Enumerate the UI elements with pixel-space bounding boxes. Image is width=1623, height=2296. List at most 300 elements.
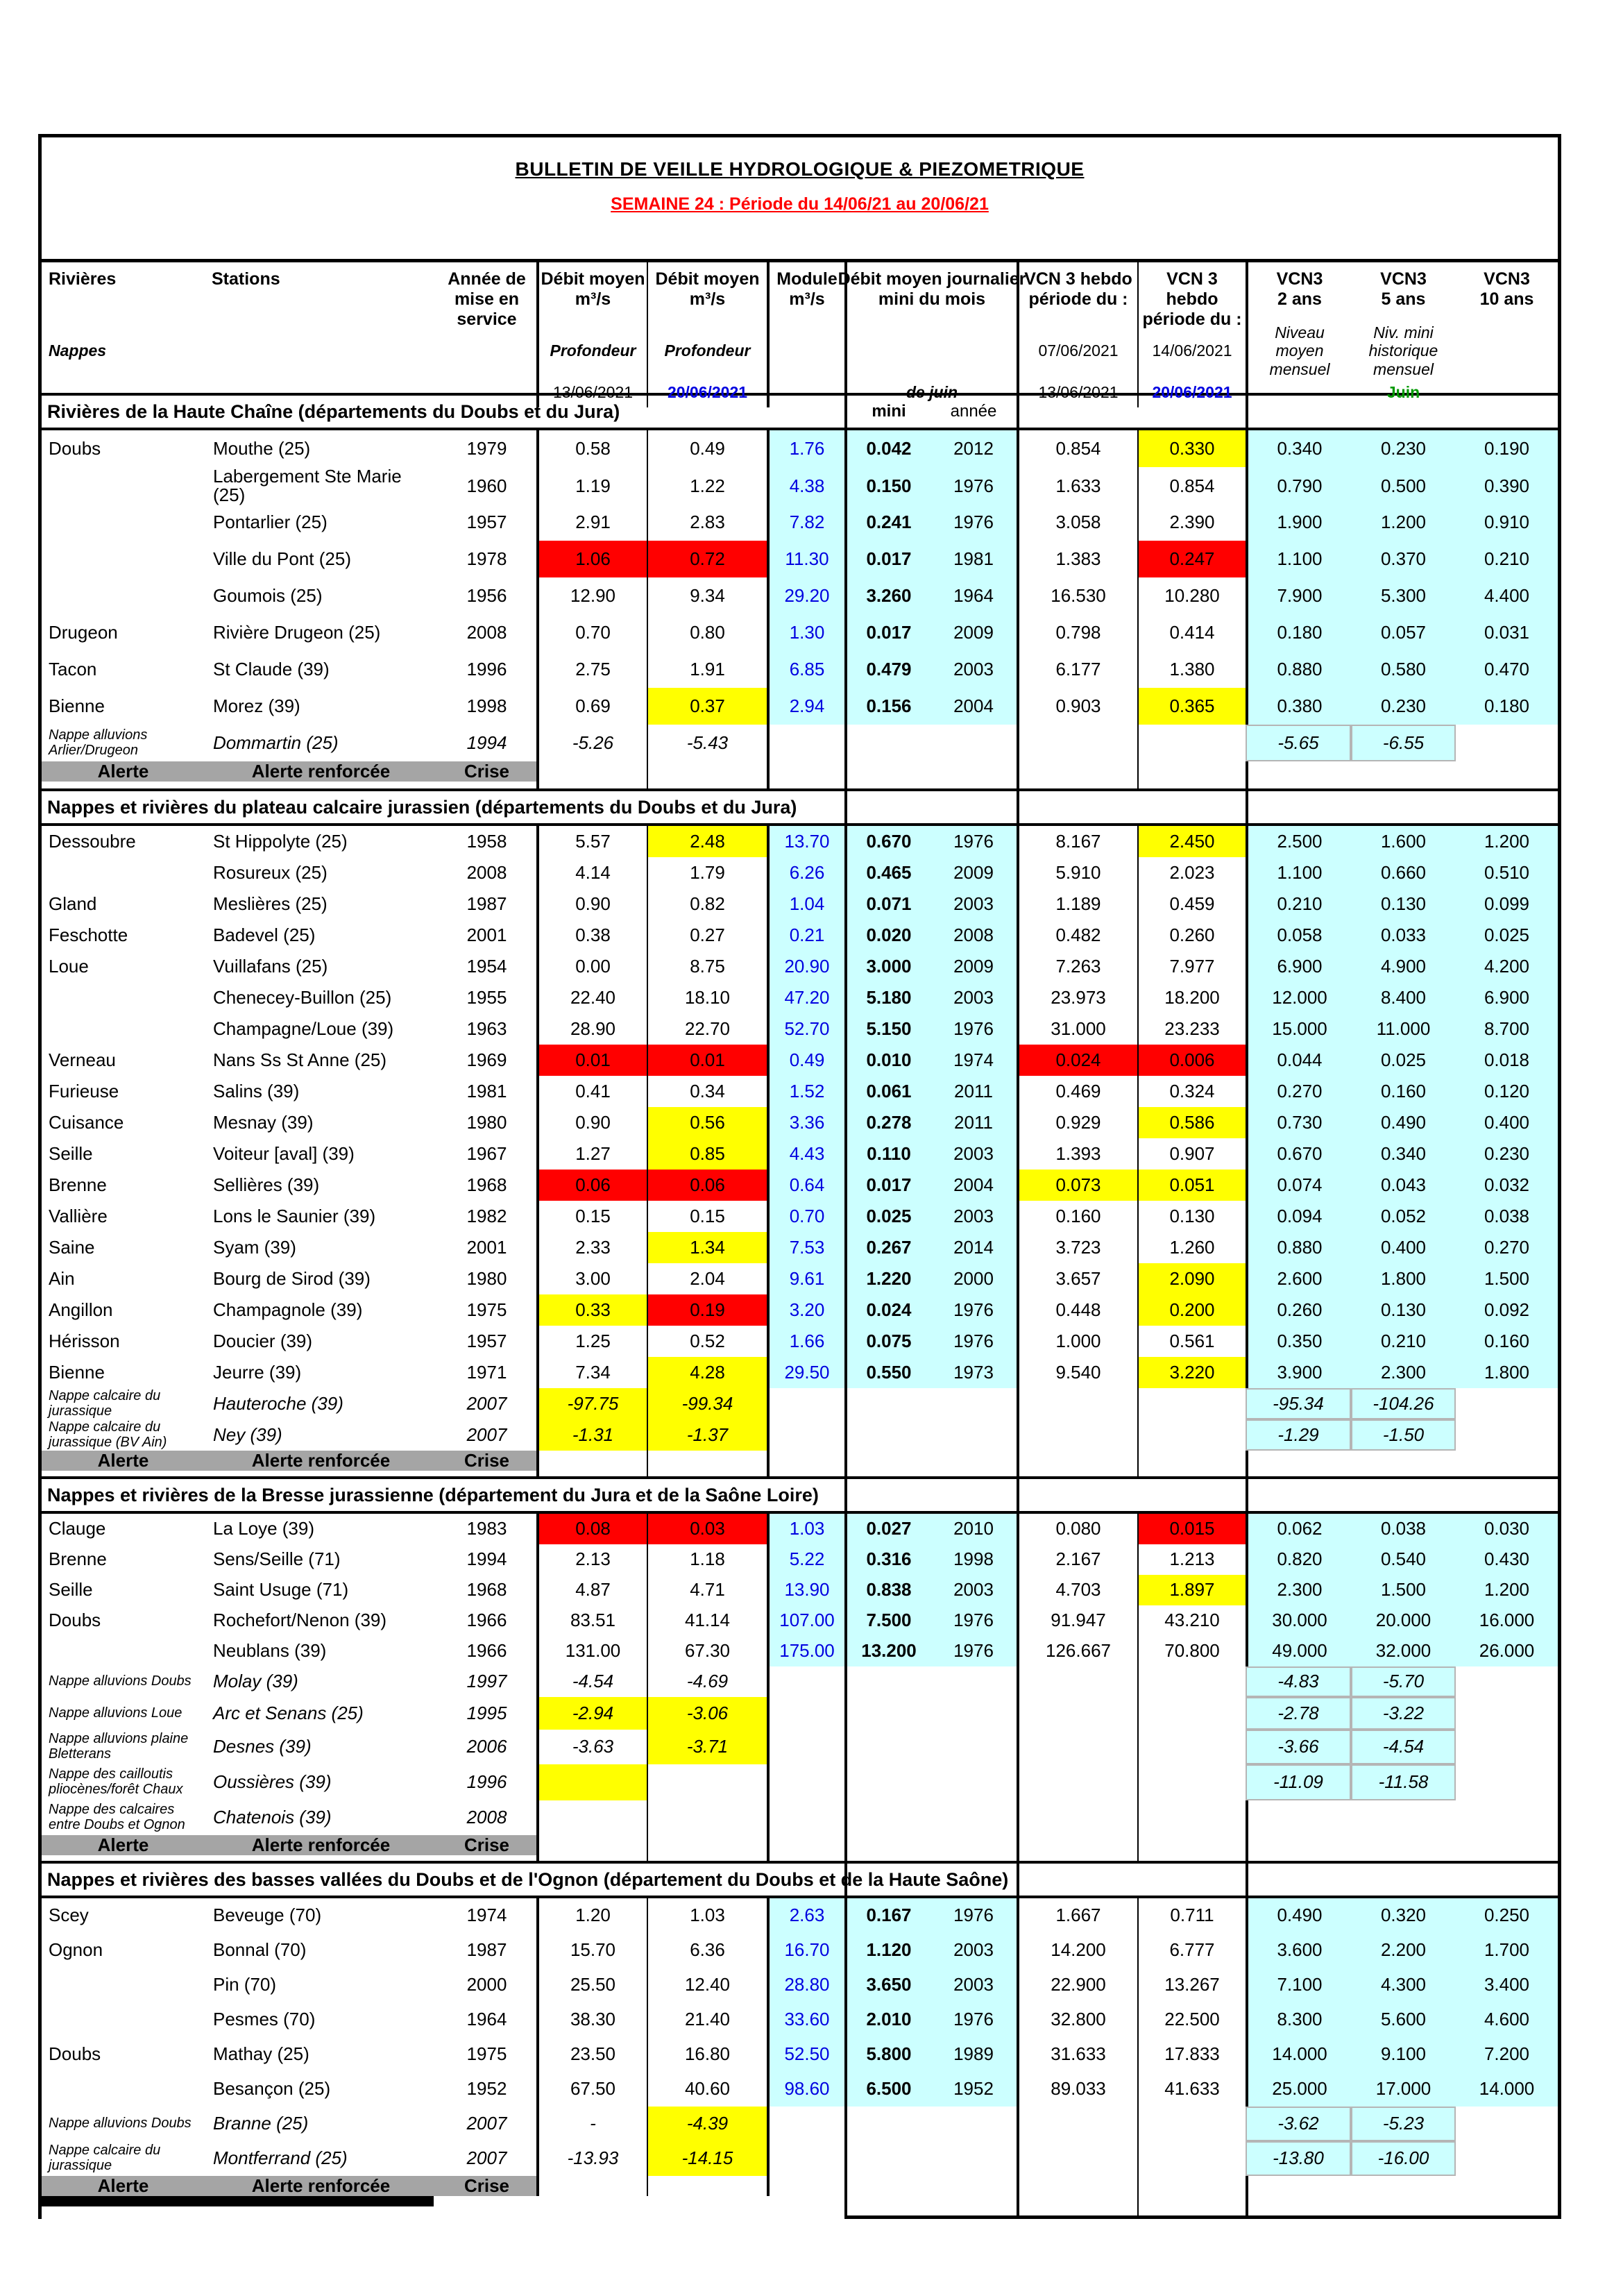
table-row: [42, 1326, 1558, 1357]
cell-r: Brenne: [49, 1174, 107, 1195]
cell-a2: -3.66: [1246, 1730, 1351, 1764]
legend-spacer: [1137, 1835, 1246, 1855]
cell-y: 1954: [466, 955, 507, 977]
gap-spacer: [931, 1471, 1017, 1476]
legend-spacer: [1246, 1835, 1351, 1855]
cell-d1: 0.33: [536, 1294, 647, 1326]
table-row: [42, 430, 1558, 467]
cell-a2: -3.62: [1246, 2107, 1351, 2141]
header-debit-moyen-2: Débit moyen m³/s Profondeur 20/06/2021: [647, 262, 767, 407]
cell-m: 5.22: [767, 1544, 844, 1575]
cell-a10: 0.180: [1456, 688, 1558, 725]
cell-m: 2.94: [767, 688, 844, 725]
cell-m: 6.26: [767, 857, 844, 888]
gap-spacer: [1456, 1471, 1558, 1476]
cell-v2: 22.500: [1137, 2002, 1246, 2037]
cell-v1: 1.633: [1017, 467, 1137, 505]
cell-m: 0.49: [767, 1045, 844, 1076]
cell-v2: 70.800: [1137, 1636, 1246, 1666]
cell-mn: 0.025: [844, 1201, 931, 1232]
cell-s: Champagne/Loue (39): [213, 1018, 394, 1039]
cell-r: Nappe calcaire du jurassique: [49, 2143, 161, 2173]
cell-a5: -16.00: [1351, 2141, 1456, 2176]
gap-spacer: [844, 1471, 931, 1476]
cell-v2: 2.090: [1137, 1263, 1246, 1294]
band-mini-label: [844, 791, 931, 823]
cell-v2: 0.330: [1137, 430, 1246, 467]
cell-s: Beveuge (70): [213, 1905, 322, 1926]
cell-mn: [844, 1764, 931, 1800]
spacer: [931, 2206, 1017, 2219]
cell-v1: 7.263: [1017, 951, 1137, 982]
header-debit-moyen-1: Débit moyen m³/s Profondeur 13/06/2021: [536, 262, 647, 407]
cell-a5: 4.900: [1351, 951, 1456, 982]
gap-spacer: [42, 1855, 205, 1861]
cell-y: 1974: [466, 1905, 507, 1926]
gap-spacer: [1351, 1855, 1456, 1861]
cell-a10: [1456, 1697, 1558, 1730]
cell-a2: 49.000: [1246, 1636, 1351, 1666]
cell-an: 2003: [931, 1138, 1017, 1170]
cell-y: 2008: [466, 861, 507, 883]
cell-v2: 18.200: [1137, 982, 1246, 1013]
cell-r: Nappe des calcaires entre Doubs et Ognon: [49, 1802, 185, 1832]
header-niveau-moyen: Niveau moyen mensuel: [1269, 323, 1330, 378]
cell-m: [767, 1697, 844, 1730]
cell-m: [767, 725, 844, 761]
table-row: [42, 2037, 1558, 2072]
cell-mn: [844, 1730, 931, 1764]
gap-spacer: [1137, 782, 1246, 788]
cell-mn: 0.670: [844, 826, 931, 857]
table-row: [42, 888, 1558, 920]
band-mini-label: mini: [844, 396, 931, 428]
legend-alerte-renforcee: Alerte renforcée: [205, 2176, 437, 2196]
cell-m: 33.60: [767, 2002, 844, 2037]
cell-d1: 2.75: [536, 651, 647, 688]
cell-a5: [1351, 1800, 1456, 1835]
cell-a2: 2.600: [1246, 1263, 1351, 1294]
cell-v2: 1.380: [1137, 651, 1246, 688]
gap-spacer: [647, 1471, 767, 1476]
cell-m: 2.63: [767, 1898, 844, 1933]
gap-spacer: [647, 1855, 767, 1861]
cell-mn: 0.027: [844, 1514, 931, 1544]
cell-a10: 0.270: [1456, 1232, 1558, 1263]
cell-y: 2007: [466, 1392, 507, 1414]
cell-d2: 9.34: [647, 577, 767, 614]
cell-v1: 22.900: [1017, 1968, 1137, 2002]
gap-spacer: [767, 782, 844, 788]
gap-spacer: [1017, 782, 1137, 788]
cell-an: 2004: [931, 688, 1017, 725]
cell-a5: -5.23: [1351, 2107, 1456, 2141]
table-row: [42, 1201, 1558, 1232]
cell-v1: [1017, 1697, 1137, 1730]
header-month-juin: Juin: [1386, 383, 1420, 402]
cell-mn: 0.241: [844, 504, 931, 541]
gap-spacer: [647, 782, 767, 788]
table-row: [42, 504, 1558, 541]
cell-a10: 14.000: [1456, 2072, 1558, 2107]
cell-a10: 16.000: [1456, 1605, 1558, 1636]
cell-y: 1952: [466, 2078, 507, 2100]
cell-mn: 5.180: [844, 982, 931, 1013]
table-row: [42, 1697, 1558, 1730]
cell-d2: 0.01: [647, 1045, 767, 1076]
cell-d2: 0.52: [647, 1326, 767, 1357]
cell-m: [767, 1730, 844, 1764]
cell-d2: 0.56: [647, 1107, 767, 1138]
cell-mn: 0.278: [844, 1107, 931, 1138]
cell-v1: [1017, 1388, 1137, 1419]
cell-an: 2009: [931, 614, 1017, 651]
bottom-bar-row: [42, 2196, 1558, 2206]
cell-y: 1966: [466, 1610, 507, 1631]
legend-spacer: [1351, 761, 1456, 782]
cell-d1: 2.13: [536, 1544, 647, 1575]
gap-spacer: [42, 1471, 205, 1476]
cell-y: 1987: [466, 893, 507, 914]
cell-a2: -95.34: [1246, 1388, 1351, 1419]
cell-r: Ain: [49, 1267, 75, 1289]
cell-r: Nappe alluvions Doubs: [49, 1673, 192, 1689]
cell-s: Voiteur [aval] (39): [213, 1142, 355, 1164]
cell-s: Vuillafans (25): [213, 955, 328, 977]
cell-a10: 0.190: [1456, 430, 1558, 467]
legend-spacer: [931, 761, 1017, 782]
cell-a5: 0.038: [1351, 1514, 1456, 1544]
cell-s: Chenecey-Buillon (25): [213, 986, 392, 1008]
cell-an: 2010: [931, 1514, 1017, 1544]
cell-r: Feschotte: [49, 924, 128, 945]
cell-mn: 0.071: [844, 888, 931, 920]
cell-r: [42, 467, 205, 505]
legend-spacer: [536, 1451, 647, 1471]
cell-d1: 0.90: [536, 1107, 647, 1138]
cell-mn: 5.800: [844, 2037, 931, 2072]
header-annee-service: [437, 262, 536, 407]
table-row: [42, 1544, 1558, 1575]
cell-mn: [844, 725, 931, 761]
cell-s: Pesmes (70): [213, 2009, 316, 2030]
cell-m: [767, 1419, 844, 1451]
cell-d2: 0.15: [647, 1201, 767, 1232]
cell-d1: 1.20: [536, 1898, 647, 1933]
cell-v2: 1.897: [1137, 1575, 1246, 1605]
gap-spacer: [536, 1855, 647, 1861]
table-row: [42, 2072, 1558, 2107]
table-row: [42, 1636, 1558, 1666]
cell-r: Brenne: [49, 1548, 107, 1570]
cell-d2: -3.71: [647, 1730, 767, 1764]
legend-spacer: [647, 1835, 767, 1855]
cell-m: 0.64: [767, 1170, 844, 1201]
table-row: [42, 1294, 1558, 1326]
cell-a10: 0.092: [1456, 1294, 1558, 1326]
cell-s: Rosureux (25): [213, 861, 328, 883]
cell-v2: 3.220: [1137, 1357, 1246, 1388]
cell-mn: [844, 1800, 931, 1835]
cell-a10: 0.038: [1456, 1201, 1558, 1232]
cell-a5: 0.500: [1351, 467, 1456, 505]
cell-v1: 0.160: [1017, 1201, 1137, 1232]
cell-a5: 9.100: [1351, 2037, 1456, 2072]
cell-v2: [1137, 1764, 1246, 1800]
cell-r: Nappe alluvions plaine Bletterans: [49, 1731, 189, 1762]
cell-d1: 38.30: [536, 2002, 647, 2037]
table-row: [42, 1575, 1558, 1605]
cell-v1: 23.973: [1017, 982, 1137, 1013]
cell-a2: 0.340: [1246, 430, 1351, 467]
cell-a5: 2.200: [1351, 1933, 1456, 1968]
cell-y: 2007: [466, 2147, 507, 2169]
header-profondeur-2: Profondeur: [664, 341, 751, 360]
cell-s: Champagnole (39): [213, 1299, 363, 1320]
legend-spacer: [1456, 2176, 1558, 2196]
cell-an: 1976: [931, 467, 1017, 505]
gap-spacer: [437, 782, 536, 788]
cell-a2: 7.900: [1246, 577, 1351, 614]
cell-a10: [1456, 1666, 1558, 1697]
cell-m: 52.70: [767, 1013, 844, 1045]
legend-spacer: [767, 1451, 844, 1471]
cell-y: 1994: [466, 732, 507, 753]
legend-spacer: [1351, 1835, 1456, 1855]
cell-an: 2003: [931, 1933, 1017, 1968]
cell-a5: 5.600: [1351, 2002, 1456, 2037]
cell-v1: 9.540: [1017, 1357, 1137, 1388]
cell-d1: 4.87: [536, 1575, 647, 1605]
cell-d2: 8.75: [647, 951, 767, 982]
cell-v1: 1.000: [1017, 1326, 1137, 1357]
band-spacer: [1137, 396, 1246, 428]
band-spacer: [1246, 791, 1351, 823]
cell-m: 11.30: [767, 541, 844, 577]
cell-y: 1957: [466, 511, 507, 532]
gap-spacer: [1246, 1471, 1351, 1476]
legend-spacer: [844, 2176, 931, 2196]
cell-v2: 0.247: [1137, 541, 1246, 577]
table-row: [42, 857, 1558, 888]
cell-y: 1964: [466, 2009, 507, 2030]
spacer: [42, 2206, 205, 2219]
cell-mn: 0.110: [844, 1138, 931, 1170]
cell-mn: 3.000: [844, 951, 931, 982]
cell-d1: 28.90: [536, 1013, 647, 1045]
table-row: [42, 2141, 1558, 2176]
cell-mn: 6.500: [844, 2072, 931, 2107]
table-row: [42, 1605, 1558, 1636]
cell-v1: 1.393: [1017, 1138, 1137, 1170]
cell-d1: -13.93: [536, 2141, 647, 2176]
header-vcn-hebdo2-date2: 20/06/2021: [1152, 383, 1232, 402]
cell-a10: 7.200: [1456, 2037, 1558, 2072]
cell-d1: 0.69: [536, 688, 647, 725]
cell-d1: 7.34: [536, 1357, 647, 1388]
cell-r: Nappe calcaire du jurassique: [49, 1387, 161, 1419]
cell-s: Rochefort/Nenon (39): [213, 1610, 387, 1631]
cell-d1: 12.90: [536, 577, 647, 614]
cell-r: Nappe alluvions Loue: [49, 1705, 182, 1721]
cell-mn: 0.017: [844, 1170, 931, 1201]
band-annee-label: [931, 791, 1017, 823]
cell-d2: 1.03: [647, 1898, 767, 1933]
cell-s: Bonnal (70): [213, 1939, 307, 1961]
legend-row: [42, 1451, 1558, 1471]
bottom-bar-holder: [42, 2196, 205, 2206]
cell-a5: 1.500: [1351, 1575, 1456, 1605]
gap-spacer: [42, 782, 205, 788]
cell-r: Gland: [49, 893, 97, 914]
spacer: [205, 2206, 437, 2219]
band-spacer: [1137, 1864, 1246, 1896]
cell-a10: 0.510: [1456, 857, 1558, 888]
section-header-band: [42, 1861, 1558, 1898]
cell-v1: 2.167: [1017, 1544, 1137, 1575]
cell-y: 1982: [466, 1205, 507, 1226]
cell-an: 2009: [931, 857, 1017, 888]
cell-d1: -: [536, 2107, 647, 2141]
cell-an: 1976: [931, 826, 1017, 857]
cell-a2: 0.880: [1246, 1232, 1351, 1263]
cell-d1: -3.63: [536, 1730, 647, 1764]
cell-d1: 15.70: [536, 1933, 647, 1968]
cell-a2: 0.820: [1246, 1544, 1351, 1575]
cell-a2: 0.790: [1246, 467, 1351, 505]
cell-v1: [1017, 1764, 1137, 1800]
legend-spacer: [1456, 761, 1558, 782]
cell-an: [931, 2107, 1017, 2141]
cell-y: 1998: [466, 695, 507, 716]
cell-d1: 0.41: [536, 1076, 647, 1107]
legend-spacer: [1137, 761, 1246, 782]
cell-mn: 5.150: [844, 1013, 931, 1045]
cell-mn: 0.017: [844, 541, 931, 577]
cell-a10: [1456, 1388, 1558, 1419]
cell-m: 107.00: [767, 1605, 844, 1636]
cell-d2: 2.48: [647, 826, 767, 857]
cell-m: 28.80: [767, 1968, 844, 2002]
legend-spacer: [844, 1451, 931, 1471]
gap-spacer: [1137, 1855, 1246, 1861]
cell-d1: [536, 1800, 647, 1835]
cell-v1: 0.929: [1017, 1107, 1137, 1138]
cell-d1: 131.00: [536, 1636, 647, 1666]
legend-spacer: [1017, 1835, 1137, 1855]
bottom-tail-row: [42, 2206, 1558, 2219]
cell-y: 1975: [466, 2043, 507, 2065]
section-title: Nappes et rivières des basses vallées du Doubs et de l'Ognon (département du Doubs et de la Haute Saône): [47, 1868, 1009, 1890]
band-spacer: [1456, 791, 1558, 823]
cell-an: 1976: [931, 1605, 1017, 1636]
cell-v1: 4.703: [1017, 1575, 1137, 1605]
cell-m: 16.70: [767, 1933, 844, 1968]
cell-d1: 2.33: [536, 1232, 647, 1263]
spacer: [767, 2196, 844, 2206]
cell-d2: 0.27: [647, 920, 767, 951]
cell-r: Loue: [49, 955, 89, 977]
section-gap: [42, 1855, 1558, 1861]
cell-d1: 1.25: [536, 1326, 647, 1357]
cell-r: Seille: [49, 1142, 93, 1164]
cell-d1: 0.00: [536, 951, 647, 982]
cell-s: Meslières (25): [213, 893, 328, 914]
header-date-2: 20/06/2021: [667, 383, 748, 402]
cell-s: Salins (39): [213, 1080, 300, 1101]
band-spacer: [1351, 396, 1456, 428]
cell-a10: 26.000: [1456, 1636, 1558, 1666]
table-row: [42, 1045, 1558, 1076]
cell-m: 1.30: [767, 614, 844, 651]
cell-d2: [647, 1764, 767, 1800]
cell-a2: 0.180: [1246, 614, 1351, 651]
cell-a5: 11.000: [1351, 1013, 1456, 1045]
cell-a10: 3.400: [1456, 1968, 1558, 2002]
cell-an: 2003: [931, 1575, 1017, 1605]
cell-v1: 1.189: [1017, 888, 1137, 920]
cell-an: 1974: [931, 1045, 1017, 1076]
cell-s: Doucier (39): [213, 1330, 313, 1351]
cell-s: Hauteroche (39): [213, 1392, 343, 1414]
cell-y: 1997: [466, 1671, 507, 1692]
cell-d2: -14.15: [647, 2141, 767, 2176]
gap-spacer: [205, 1471, 437, 1476]
cell-a5: 20.000: [1351, 1605, 1456, 1636]
cell-v2: 43.210: [1137, 1605, 1246, 1636]
cell-mn: 2.010: [844, 2002, 931, 2037]
cell-d1: -97.75: [536, 1388, 647, 1419]
band-spacer: [1246, 396, 1351, 428]
cell-a10: [1456, 1730, 1558, 1764]
legend-spacer: [1246, 1451, 1351, 1471]
cell-m: 9.61: [767, 1263, 844, 1294]
cell-m: 0.70: [767, 1201, 844, 1232]
cell-r: Saine: [49, 1236, 95, 1258]
legend-alerte: Alerte: [42, 761, 205, 782]
cell-r: Drugeon: [49, 621, 118, 643]
spacer: [1246, 2196, 1351, 2206]
spacer: [1351, 2206, 1456, 2219]
cell-y: 2007: [466, 2113, 507, 2134]
cell-a2: 1.100: [1246, 857, 1351, 888]
cell-v2: 0.586: [1137, 1107, 1246, 1138]
cell-an: 2003: [931, 651, 1017, 688]
cell-d2: 4.28: [647, 1357, 767, 1388]
spacer: [647, 2206, 767, 2219]
cell-v2: 13.267: [1137, 1968, 1246, 2002]
cell-a2: 0.062: [1246, 1514, 1351, 1544]
cell-d2: 0.72: [647, 541, 767, 577]
spacer: [1456, 2206, 1558, 2219]
table-row: [42, 467, 1558, 504]
spacer: [536, 2196, 647, 2206]
cell-v2: 0.200: [1137, 1294, 1246, 1326]
table-row: [42, 1968, 1558, 2002]
cell-a2: 0.094: [1246, 1201, 1351, 1232]
cell-an: 2003: [931, 888, 1017, 920]
cell-a2: 3.600: [1246, 1933, 1351, 1968]
cell-mn: 0.061: [844, 1076, 931, 1107]
cell-a2: 8.300: [1246, 2002, 1351, 2037]
spacer: [647, 2196, 767, 2206]
cell-r: [42, 857, 205, 888]
cell-s: Arc et Senans (25): [213, 1702, 364, 1723]
cell-v2: [1137, 1730, 1246, 1764]
cell-v2: [1137, 1697, 1246, 1730]
gap-spacer: [205, 1855, 437, 1861]
bulletin-title: BULLETIN DE VEILLE HYDROLOGIQUE & PIEZOMETRIQUE: [515, 158, 1085, 180]
